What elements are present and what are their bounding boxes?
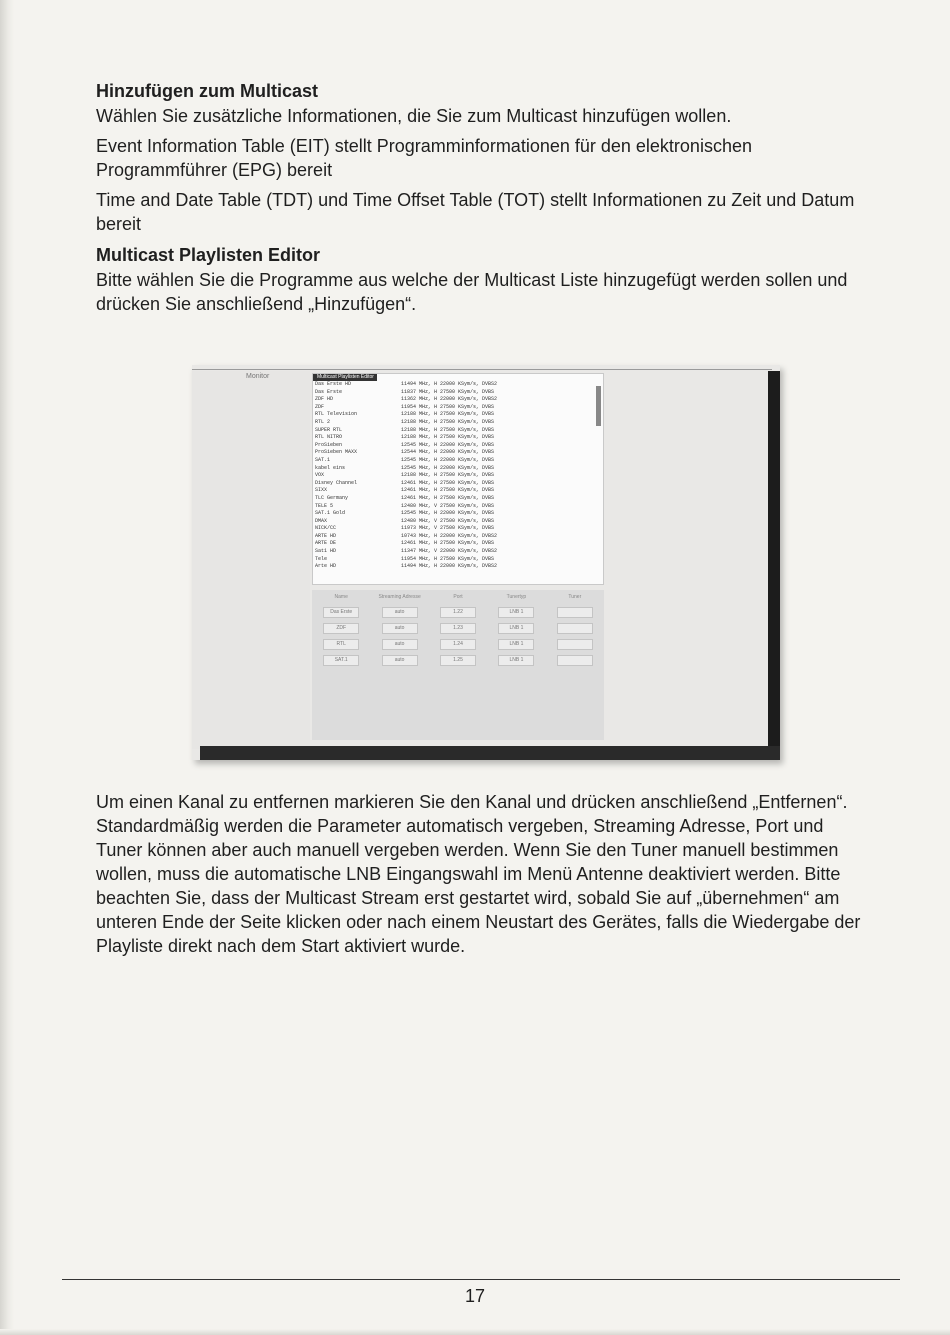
channel-info: 12461 MHz, H 27500 KSym/s, DVBS bbox=[401, 540, 495, 547]
table-column-header: Port bbox=[453, 594, 463, 600]
table-cell bbox=[546, 639, 604, 650]
screenshot-sidebar-label: Monitor bbox=[246, 373, 270, 380]
channel-list-title: Multicast Playlisten Editor bbox=[313, 374, 377, 381]
channel-info: 12188 MHz, H 27500 KSym/s, DVBS bbox=[401, 472, 495, 479]
footer-divider bbox=[62, 1279, 900, 1280]
channel-info: 11494 MHz, H 22000 KSym/s, DVBS2 bbox=[401, 381, 498, 387]
table-cell bbox=[429, 607, 487, 618]
table-row bbox=[312, 636, 604, 652]
multicast-table bbox=[312, 590, 604, 740]
channel-info: 12188 MHz, H 27500 KSym/s, DVBS bbox=[401, 434, 495, 441]
channel-list-item[interactable] bbox=[313, 563, 603, 571]
table-cell-field[interactable]: LNB 1 bbox=[498, 607, 534, 618]
channel-list-item[interactable] bbox=[313, 548, 603, 556]
table-column-header: Tuner bbox=[568, 594, 582, 600]
paragraph-tdt-tot: Time and Date Table (TDT) und Time Offset Table (TOT) stellt Informationen zu Zeit und Datum bereit bbox=[96, 190, 855, 234]
channel-list-item[interactable] bbox=[313, 396, 603, 404]
page-bottom-edge bbox=[0, 1329, 950, 1335]
paragraph-select-info: Wählen Sie zusätzliche Informationen, die Sie zum Multicast hinzufügen wollen. bbox=[96, 106, 732, 126]
channel-name: NICK/CC bbox=[315, 525, 337, 532]
table-column-header: Streaming Adresse bbox=[378, 594, 421, 600]
paragraph-eit: Event Information Table (EIT) stellt Programminformationen für den elektronischen Programmführer (EPG) bereit bbox=[96, 136, 752, 180]
table-cell bbox=[370, 623, 428, 634]
table-row bbox=[312, 652, 604, 668]
channel-name: Das Erste bbox=[315, 388, 343, 395]
table-cell-field[interactable]: 1.25 bbox=[440, 655, 476, 666]
table-cell bbox=[312, 655, 370, 666]
channel-list-item[interactable] bbox=[313, 556, 603, 564]
table-cell bbox=[546, 607, 604, 618]
heading-playlist-editor: Multicast Playlisten Editor bbox=[96, 245, 321, 265]
screenshot-shadow-bottom bbox=[200, 746, 780, 760]
channel-info: 12545 MHz, H 22000 KSym/s, DVBS bbox=[401, 464, 495, 471]
page-number: 17 bbox=[464, 1286, 486, 1306]
paragraph-select-programs: Bitte wählen Sie die Programme aus welche der Multicast Liste hinzugefügt werden sollen und drücken Sie anschließend „Hinzufügen“. bbox=[96, 270, 848, 314]
channel-name: Sat1 HD bbox=[315, 548, 337, 555]
channel-name: SIXX bbox=[315, 487, 328, 494]
channel-list-item[interactable] bbox=[313, 419, 603, 427]
table-cell-field[interactable]: RTL bbox=[323, 639, 359, 650]
paragraph-remove-channel: Um einen Kanal zu entfernen markieren Sie den Kanal und drücken anschließend „Entfernen“. Standardmäßig werden die Parameter automatisch vergeben, Streaming Adresse, Port und Tuner können aber auch manuell vergeben werden. Wenn Sie den Tuner manuell bestimmen wollen, muss die automatische LNB Eingangswahl im Menü Antenne deaktiviert werden. Bitte beachten Sie, dass der Multicast Stream erst gestartet wird, sobald Sie auf „übernehmen“ am unteren Ende der Seite klicken oder nach einem Neustart des Gerätes, falls die Wiedergabe der Playliste direkt nach dem Start aktiviert wurde. bbox=[96, 792, 861, 956]
table-cell bbox=[487, 639, 545, 650]
channel-info: 12480 MHz, V 27500 KSym/s, DVBS bbox=[401, 502, 495, 509]
channel-list-item[interactable] bbox=[313, 503, 603, 511]
table-cell bbox=[546, 623, 604, 634]
channel-info: 12545 MHz, H 22000 KSym/s, DVBS bbox=[401, 441, 495, 448]
channel-name: TLC Germany bbox=[315, 494, 349, 501]
channel-info: 11954 MHz, H 27500 KSym/s, DVBS bbox=[401, 403, 495, 410]
channel-name: TELE 5 bbox=[315, 502, 334, 509]
table-cell bbox=[312, 639, 370, 650]
channel-name: VOX bbox=[315, 472, 325, 479]
channel-list-item[interactable] bbox=[313, 449, 603, 457]
table-cell-field[interactable]: auto bbox=[382, 639, 418, 650]
table-cell-field[interactable]: 1.24 bbox=[440, 639, 476, 650]
channel-list-scrollbar[interactable] bbox=[596, 386, 601, 426]
table-cell-field[interactable]: SAT.1 bbox=[323, 655, 359, 666]
table-cell-field[interactable] bbox=[557, 607, 593, 618]
channel-list-item[interactable] bbox=[313, 389, 603, 397]
channel-list-item[interactable] bbox=[313, 465, 603, 473]
channel-name: ARTE HD bbox=[315, 532, 337, 539]
table-cell bbox=[487, 607, 545, 618]
channel-list-item[interactable] bbox=[313, 442, 603, 450]
channel-info: 11973 MHz, V 27500 KSym/s, DVBS bbox=[401, 525, 495, 532]
table-cell-field[interactable]: Das Erste bbox=[323, 607, 359, 618]
table-column-header: Tunertyp bbox=[506, 594, 527, 600]
screenshot-top-line bbox=[192, 369, 772, 370]
channel-list-item[interactable] bbox=[313, 540, 603, 548]
channel-list-item[interactable] bbox=[313, 457, 603, 465]
table-column-header: Name bbox=[334, 594, 348, 600]
channel-info: 12461 MHz, H 27500 KSym/s, DVBS bbox=[401, 479, 495, 486]
channel-info: 11954 MHz, H 27500 KSym/s, DVBS bbox=[401, 555, 495, 562]
channel-list-item[interactable] bbox=[313, 533, 603, 541]
table-cell-field[interactable]: 1.22 bbox=[440, 607, 476, 618]
channel-name: Das Erste HD bbox=[315, 381, 352, 387]
channel-name: kabel eins bbox=[315, 464, 346, 471]
channel-info: 12480 MHz, V 27500 KSym/s, DVBS bbox=[401, 517, 495, 524]
channel-name: SAT.1 bbox=[315, 456, 331, 463]
table-cell-field[interactable]: LNB 1 bbox=[498, 639, 534, 650]
table-cell-field[interactable] bbox=[557, 639, 593, 650]
channel-info: 11362 MHz, H 22000 KSym/s, DVBS2 bbox=[401, 396, 498, 403]
table-cell-field[interactable]: LNB 1 bbox=[498, 623, 534, 634]
channel-name: RTL Television bbox=[315, 411, 358, 418]
channel-list-item[interactable] bbox=[313, 487, 603, 495]
multicast-table-header bbox=[312, 590, 604, 604]
channel-list-item[interactable] bbox=[313, 525, 603, 533]
table-cell bbox=[370, 655, 428, 666]
channel-info: 12545 MHz, H 22000 KSym/s, DVBS bbox=[401, 456, 495, 463]
table-cell-field[interactable]: auto bbox=[382, 623, 418, 634]
channel-info: 10743 MHz, H 22000 KSym/s, DVBS2 bbox=[401, 532, 498, 539]
channel-list-item[interactable] bbox=[313, 472, 603, 480]
table-cell bbox=[429, 623, 487, 634]
channel-name: SAT.1 Gold bbox=[315, 510, 346, 517]
channel-list-item[interactable] bbox=[313, 480, 603, 488]
page-binding-edge bbox=[0, 0, 14, 1335]
channel-info: 12188 MHz, H 27500 KSym/s, DVBS bbox=[401, 426, 495, 433]
channel-name: ARTE DE bbox=[315, 540, 337, 547]
channel-info: 12545 MHz, H 22000 KSym/s, DVBS bbox=[401, 510, 495, 517]
heading-add-to-multicast: Hinzufügen zum Multicast bbox=[96, 81, 318, 101]
channel-list-item[interactable] bbox=[313, 518, 603, 526]
channel-list-item[interactable] bbox=[313, 510, 603, 518]
page-content bbox=[96, 78, 866, 322]
channel-name: RTL 2 bbox=[315, 418, 331, 425]
channel-list-item[interactable] bbox=[313, 427, 603, 435]
table-cell bbox=[370, 607, 428, 618]
channel-info: 12544 MHz, H 22000 KSym/s, DVBS bbox=[401, 449, 495, 456]
channel-list-item[interactable] bbox=[313, 411, 603, 419]
table-cell-field[interactable] bbox=[557, 655, 593, 666]
channel-name: Arte HD bbox=[315, 563, 337, 570]
multicast-table-body bbox=[312, 604, 604, 668]
channel-name: Tele bbox=[315, 555, 328, 562]
table-cell-field[interactable]: auto bbox=[382, 655, 418, 666]
channel-name: RTL NITRO bbox=[315, 434, 343, 441]
table-cell bbox=[429, 639, 487, 650]
table-cell bbox=[312, 623, 370, 634]
table-cell-field[interactable]: 1.23 bbox=[440, 623, 476, 634]
table-row bbox=[312, 620, 604, 636]
table-cell bbox=[312, 607, 370, 618]
channel-name: ProSieben MAXX bbox=[315, 449, 358, 456]
channel-info: 11494 MHz, H 22000 KSym/s, DVBS2 bbox=[401, 563, 498, 570]
table-cell bbox=[370, 639, 428, 650]
channel-list bbox=[313, 381, 603, 571]
table-cell bbox=[487, 623, 545, 634]
channel-info: 12188 MHz, H 27500 KSym/s, DVBS bbox=[401, 418, 495, 425]
channel-name: ZDF bbox=[315, 403, 325, 410]
screenshot-shadow-right bbox=[768, 371, 780, 751]
channel-list-item[interactable] bbox=[313, 404, 603, 412]
embedded-screenshot bbox=[192, 365, 780, 760]
channel-name: Disney Channel bbox=[315, 479, 358, 486]
channel-info: 12461 MHz, H 27500 KSym/s, DVBS bbox=[401, 494, 495, 501]
channel-name: DMAX bbox=[315, 517, 328, 524]
channel-info: 12188 MHz, H 27500 KSym/s, DVBS bbox=[401, 411, 495, 418]
table-cell-field[interactable] bbox=[557, 623, 593, 634]
table-cell bbox=[429, 655, 487, 666]
channel-name: SUPER RTL bbox=[315, 426, 343, 433]
channel-name: ProSieben bbox=[315, 441, 343, 448]
table-cell-field[interactable]: LNB 1 bbox=[498, 655, 534, 666]
channel-info: 11347 MHz, V 22000 KSym/s, DVBS2 bbox=[401, 548, 498, 555]
channel-info: 12461 MHz, H 27500 KSym/s, DVBS bbox=[401, 487, 495, 494]
page-content-lower bbox=[96, 790, 866, 964]
channel-list-item[interactable] bbox=[313, 434, 603, 442]
channel-list-item[interactable] bbox=[313, 381, 603, 389]
table-cell bbox=[546, 655, 604, 666]
channel-list-item[interactable] bbox=[313, 495, 603, 503]
table-cell-field[interactable]: auto bbox=[382, 607, 418, 618]
channel-name: ZDF HD bbox=[315, 396, 334, 403]
channel-info: 11837 MHz, H 27500 KSym/s, DVBS bbox=[401, 388, 495, 395]
screenshot-sidebar bbox=[192, 371, 310, 749]
table-cell bbox=[487, 655, 545, 666]
table-row bbox=[312, 604, 604, 620]
channel-list-panel bbox=[312, 373, 604, 585]
table-cell-field[interactable]: ZDF bbox=[323, 623, 359, 634]
